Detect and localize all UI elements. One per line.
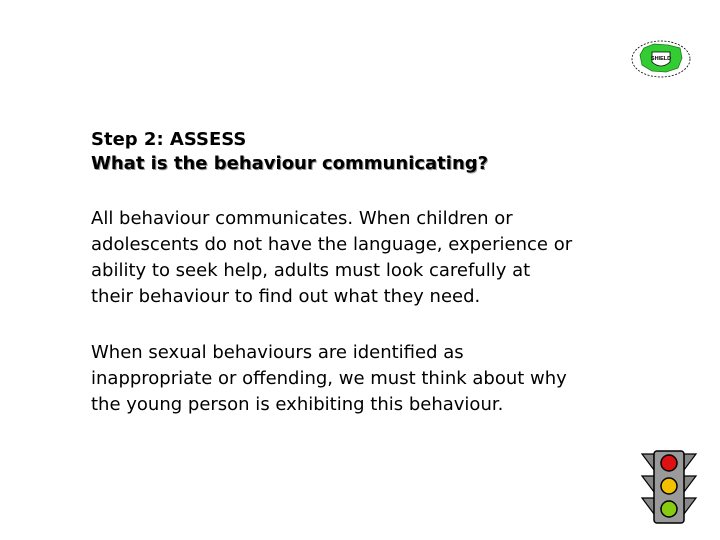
paragraph-2-line: When sexual behaviours are identified as	[91, 342, 464, 363]
question-title: What is the behaviour communicating?	[91, 153, 489, 174]
paragraph-1-line: ability to seek help, adults must look carefully at	[91, 260, 531, 281]
paragraph-1-line: their behaviour to find out what they need.	[91, 286, 481, 307]
shield-logo-icon	[630, 38, 692, 80]
paragraph-1-line: All behaviour communicates. When children or	[91, 208, 513, 229]
amber-lamp-icon	[661, 478, 677, 494]
paragraph-1-line: adolescents do not have the language, experience or	[91, 234, 573, 255]
paragraph-2	[91, 340, 567, 418]
paragraph-2-line: the young person is exhibiting this behaviour.	[91, 394, 504, 415]
traffic-light-icon	[640, 450, 698, 524]
green-lamp-icon	[661, 501, 677, 517]
slide-heading	[91, 128, 488, 176]
red-lamp-icon	[661, 455, 677, 471]
paragraph-2-line: inappropriate or offending, we must think about why	[91, 368, 567, 389]
paragraph-1	[91, 206, 572, 310]
step-title: Step 2: ASSESS	[91, 129, 247, 150]
logo-text: SHIELD	[650, 56, 672, 62]
